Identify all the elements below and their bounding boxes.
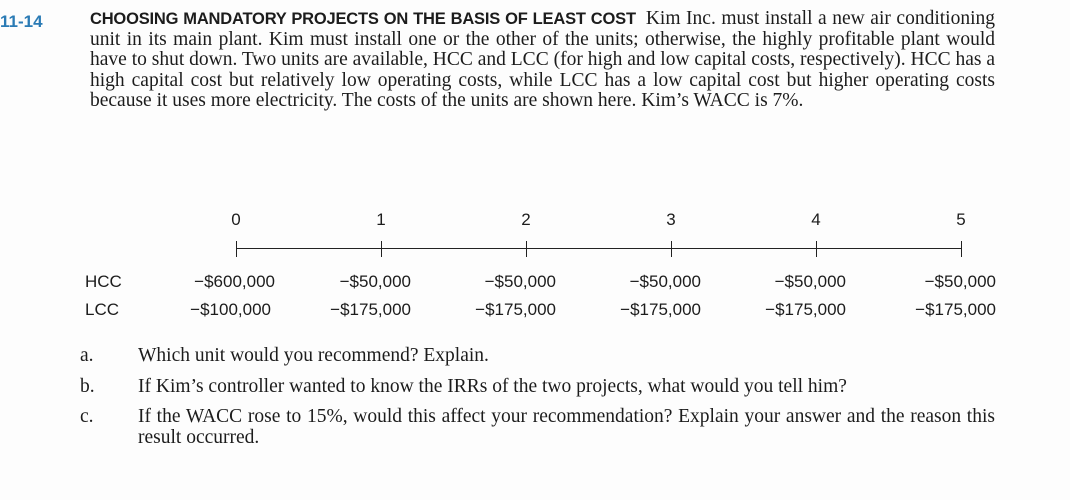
question-text: Which unit would you recommend? Explain.: [138, 345, 489, 366]
row-label-lcc: LCC: [85, 300, 120, 319]
period-label: 2: [521, 210, 531, 229]
hcc-cash-flow: −$600,000: [194, 272, 275, 291]
question-item: [80, 407, 995, 448]
lcc-cash-flow: −$175,000: [620, 300, 701, 319]
hcc-cash-flow: −$50,000: [774, 272, 846, 291]
problem-title: CHOOSING MANDATORY PROJECTS ON THE BASIS OF LEAST COST: [90, 10, 636, 28]
timeline-tick: [236, 241, 237, 257]
hcc-cash-flow: −$50,000: [339, 272, 411, 291]
question-letter: a.: [80, 345, 94, 366]
lcc-cash-flow: −$175,000: [330, 300, 411, 319]
question-letter: b.: [80, 375, 95, 397]
problem-number: 11-14: [0, 12, 43, 31]
period-label: 4: [811, 210, 821, 229]
question-letter: c.: [80, 406, 94, 427]
question-item: [80, 346, 995, 367]
hcc-cash-flow: −$50,000: [629, 272, 701, 291]
row-label-hcc: HCC: [85, 272, 122, 291]
lcc-cash-flow: −$175,000: [765, 300, 846, 319]
problem-body: Kim Inc. must install a new air conditioning unit in its main plant. Kim must install one or the other of the units; otherwise, the highly profitable plant would have to shut down. Two units are available, HCC and LCC (for high and low capital costs, respectively). HCC has a high capital cost but relatively low operating costs, while LCC has a low capital cost but higher operating costs because it uses more electricity. The costs of the units are shown here. Kim’s WACC is 7%.: [90, 8, 995, 111]
lcc-cash-flow: −$175,000: [915, 300, 996, 319]
question-item: [80, 377, 995, 398]
period-label: 1: [376, 210, 386, 229]
question-text: If the WACC rose to 15%, would this affect your recommendation? Explain your answer and the reason this result occurred.: [138, 406, 995, 448]
lcc-cash-flow: −$175,000: [475, 300, 556, 319]
hcc-cash-flow: −$50,000: [924, 272, 996, 291]
lcc-cash-flow: −$100,000: [190, 300, 271, 319]
timeline-tick: [671, 241, 672, 257]
timeline-axis: [236, 248, 961, 249]
period-label: 3: [666, 210, 676, 229]
question-list: [80, 346, 995, 458]
timeline-tick: [816, 241, 817, 257]
period-label: 0: [231, 210, 241, 229]
timeline-tick: [961, 241, 962, 257]
timeline-tick: [526, 241, 527, 257]
timeline-tick: [381, 241, 382, 257]
question-text: If Kim’s controller wanted to know the IRRs of the two projects, what would you tell him?: [138, 375, 847, 397]
hcc-cash-flow: −$50,000: [484, 272, 556, 291]
period-label: 5: [956, 210, 966, 229]
